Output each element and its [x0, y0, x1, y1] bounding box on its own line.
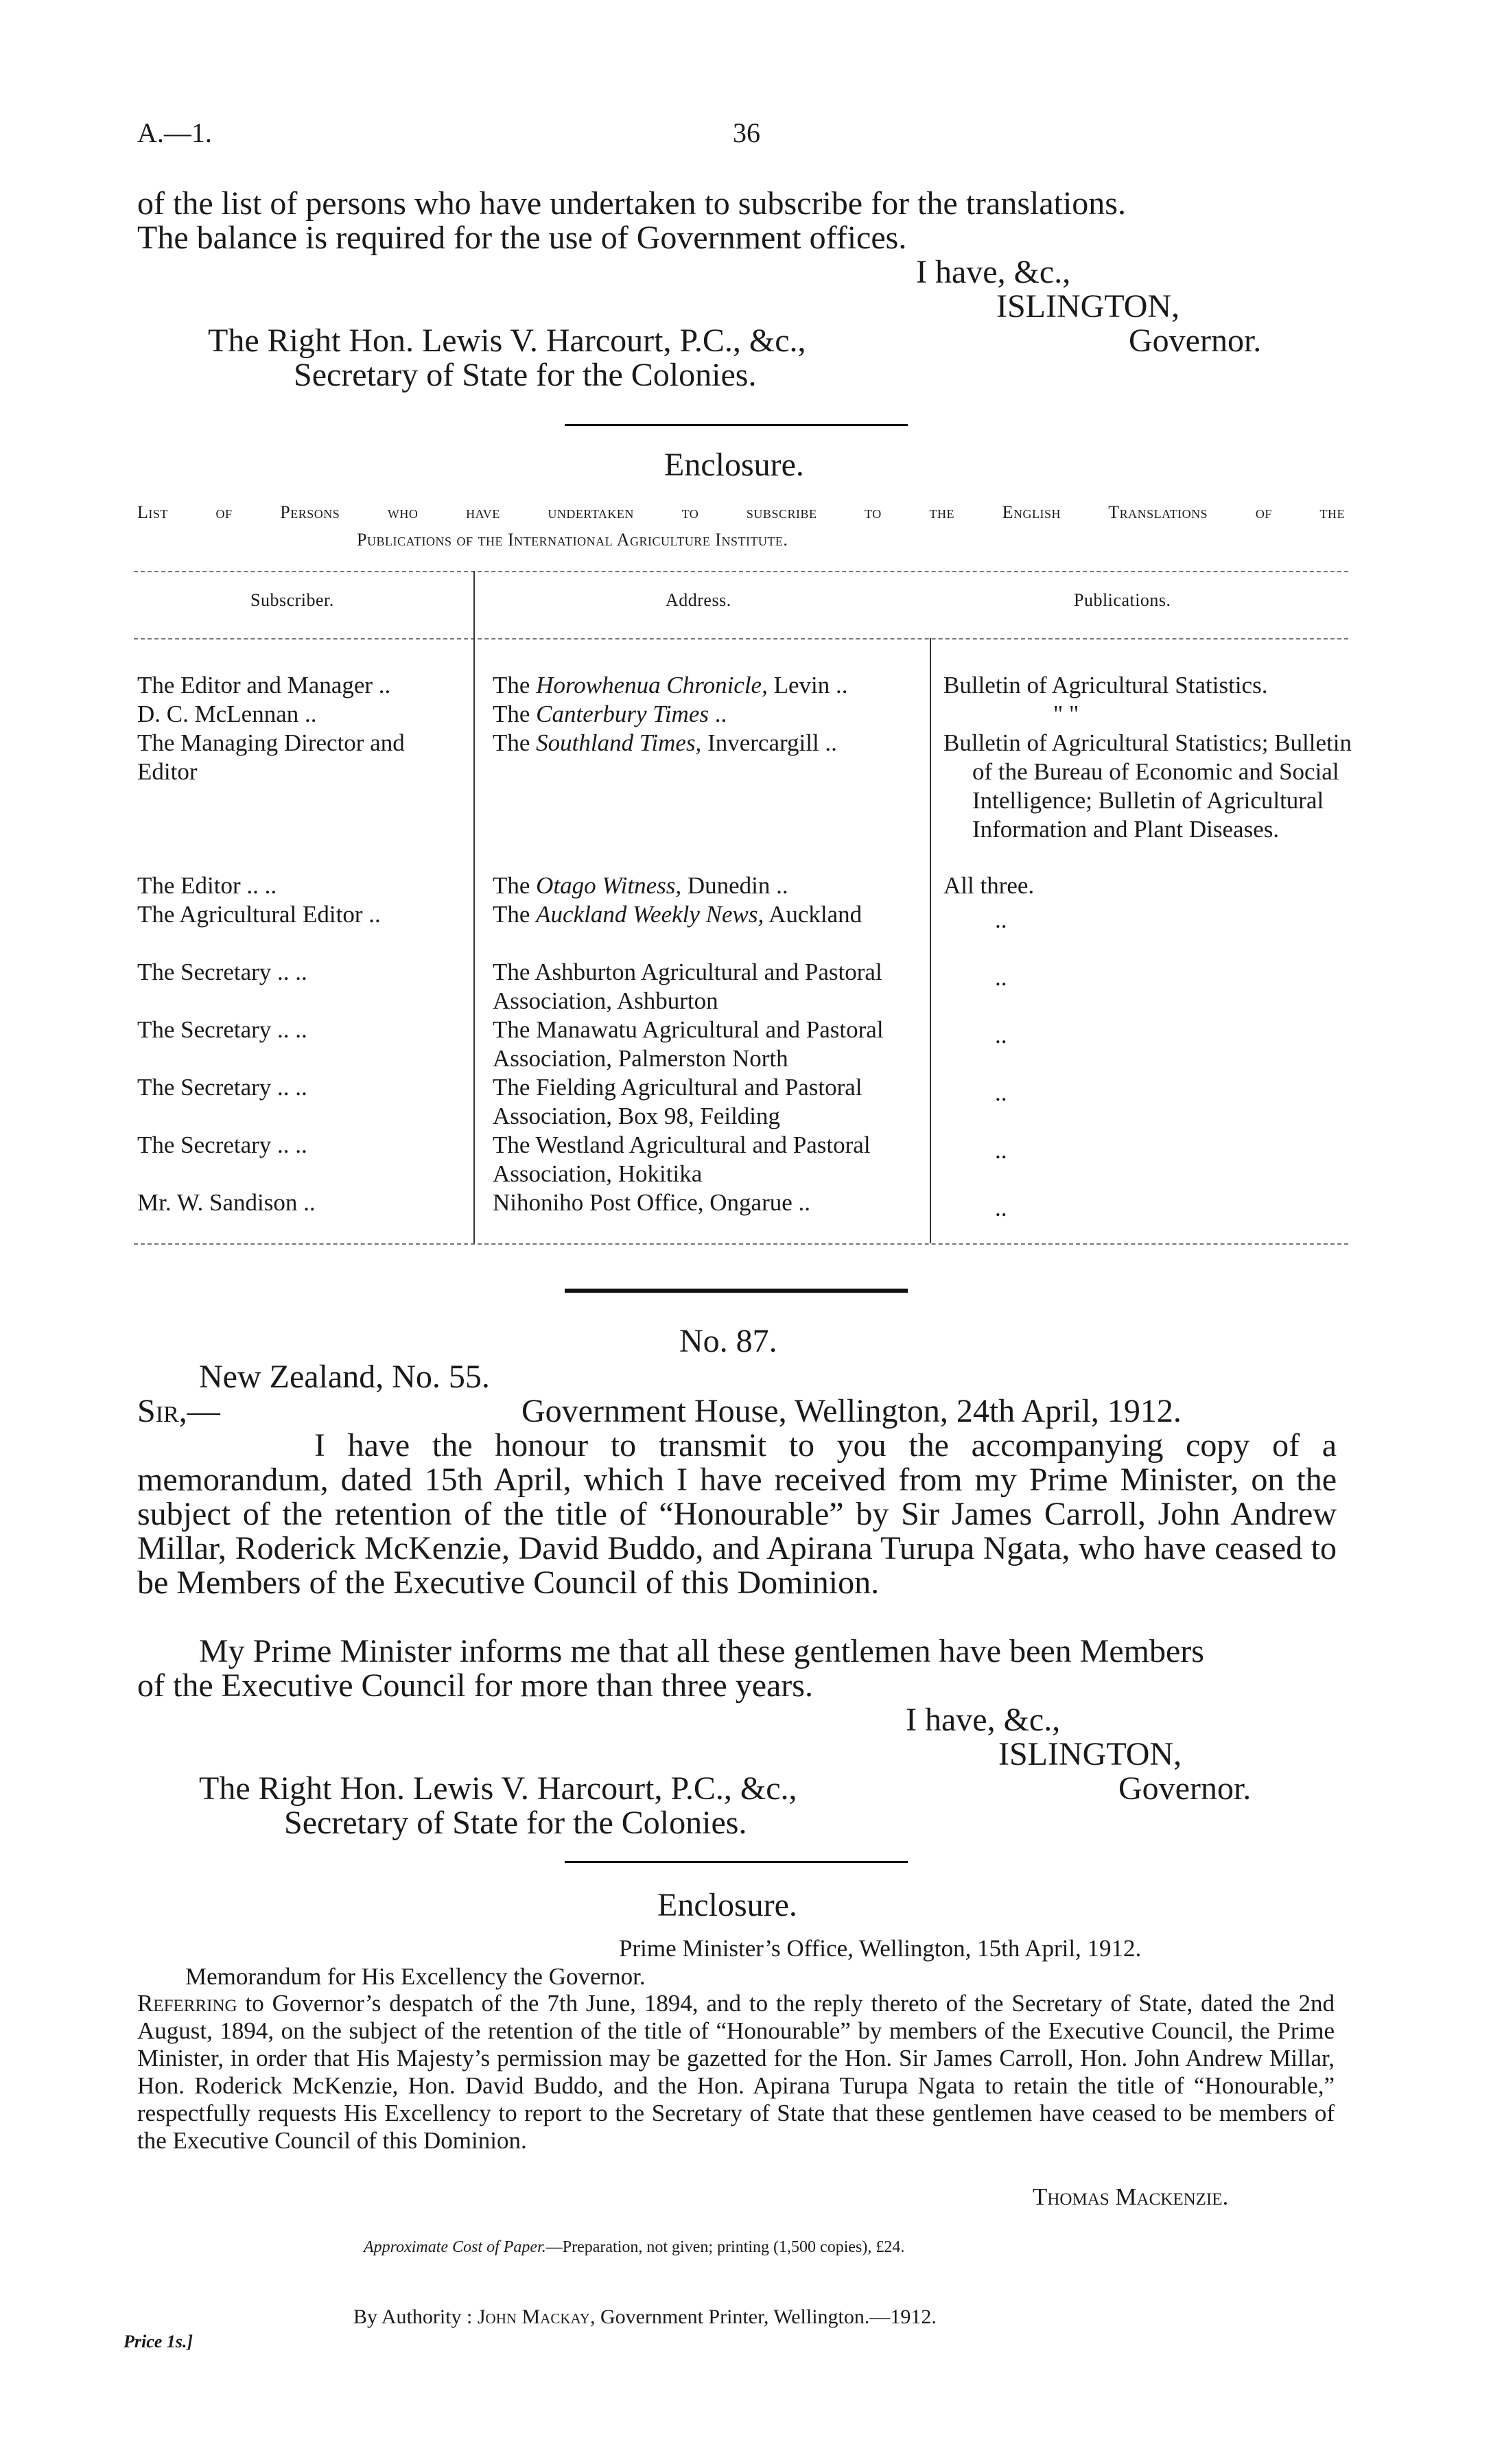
section-divider — [565, 1861, 908, 1863]
table-row-subscriber: The Secretary .. .. — [137, 1131, 307, 1158]
letter2-closing: I have, &c., — [906, 1702, 1061, 1738]
table-row-subscriber: The Secretary .. .. — [137, 959, 307, 985]
table-row-address: The Horowhenua Chronicle, Levin .. — [493, 672, 848, 699]
enclosure2-heading: Enclosure. — [657, 1887, 797, 1923]
letter1-line-2: The balance is required for the use of Government offices. — [137, 220, 907, 256]
table-row-publications: Bulletin of Agricultural Statistics. — [943, 672, 1268, 699]
table-row-publications: All three. — [943, 872, 1035, 899]
table-column-divider-2 — [930, 638, 931, 1243]
enclosure2-place-date: Prime Minister’s Office, Wellington, 15th April, 1912. — [619, 1935, 1142, 1962]
table-row-subscriber: The Secretary .. .. — [137, 1016, 307, 1043]
table-row-publications: " " — [1053, 701, 1079, 727]
table-row-publications: .. — [995, 1022, 1007, 1048]
letter1-line-1: of the list of persons who have undertaken to subscribe for the translations. — [137, 185, 1126, 222]
price: Price 1s.] — [124, 2332, 193, 2351]
table-row-subscriber: D. C. McLennan .. — [137, 701, 317, 727]
table-row-address: The Manawatu Agricultural and Pastoral Association, Palmerston North — [493, 1016, 884, 1072]
table-row-publications: .. — [995, 1195, 1007, 1221]
table-row-address: Nihoniho Post Office, Ongarue .. — [493, 1189, 811, 1216]
letter2-reference: New Zealand, No. 55. — [199, 1359, 490, 1395]
memo-title: Memorandum for His Excellency the Governor. — [185, 1963, 646, 1990]
letter2-place-date: Government House, Wellington, 24th April, 1912. — [521, 1393, 1182, 1429]
table-row-subscriber: The Editor and Manager .. — [137, 672, 391, 699]
letter2-signer-title: Governor. — [1118, 1770, 1252, 1807]
section-divider-thick — [565, 1289, 908, 1293]
letter2-salutation: Sir,— — [137, 1393, 220, 1429]
enclosure1-list-title-2: Publications of the International Agriculture Institute. — [357, 530, 788, 550]
letter2-number: No. 87. — [679, 1323, 777, 1359]
enclosure1-list-title: List of Persons who have undertaken to subscribe to the English Translations of the — [137, 502, 1345, 522]
table-row-subscriber: The Secretary .. .. — [137, 1074, 307, 1101]
table-row-address: The Southland Times, Invercargill .. — [493, 729, 837, 756]
letter2-paragraph-2-line-1: My Prime Minister informs me that all these gentlemen have been Members — [199, 1633, 1204, 1669]
letter1-addressee: The Right Hon. Lewis V. Harcourt, P.C., &c., — [208, 322, 806, 359]
header-address: Address. — [666, 590, 731, 610]
header-subscriber: Subscriber. — [250, 590, 334, 610]
header-publications: Publications. — [1074, 590, 1171, 610]
table-row-address: The Westland Agricultural and Pastoral Association, Hokitika — [493, 1131, 871, 1187]
enclosure1-heading: Enclosure. — [664, 447, 804, 483]
printer-authority: By Authority : John Mackay, Government Printer, Wellington.—1912. — [353, 2305, 937, 2328]
table-top-rule — [134, 571, 1348, 572]
table-row-publications: .. — [995, 1137, 1007, 1164]
letter1-signer-title: Governor. — [1129, 322, 1262, 359]
memo-lead-word: Referring — [137, 1990, 237, 2017]
table-row-subscriber: The Managing Director and Editor — [137, 729, 405, 785]
section-divider — [565, 424, 908, 426]
table-row-address: The Fielding Agricultural and Pastoral Association, Box 98, Feilding — [493, 1074, 862, 1129]
letter2-paragraph-2-line-2: of the Executive Council for more than three years. — [137, 1667, 813, 1704]
table-bottom-rule — [134, 1243, 1348, 1245]
table-header-rule — [134, 638, 1348, 640]
document-reference: A.—1. — [137, 117, 212, 148]
letter1-addressee-title: Secretary of State for the Colonies. — [294, 357, 757, 393]
table-row-publications: .. — [995, 964, 1007, 991]
letter2-addressee-title: Secretary of State for the Colonies. — [284, 1805, 747, 1841]
table-row-publications: .. — [995, 906, 1007, 933]
table-row-subscriber: Mr. W. Sandison .. — [137, 1189, 316, 1216]
table-row-publications: .. — [995, 1079, 1007, 1106]
memo-body: Referring to Governor’s despatch of the 7th June, 1894, and to the reply thereto of the Secretary of State, dated the 2nd August, 1894, on the subject of the retention of the title of “Honourable” by members of the Executive Council, the Prime Minister, in order that His Majesty’s permission may be gazetted for the Hon. Sir James Carroll, Hon. John Andrew Millar, Hon. Roderick McKenzie, Hon. David Buddo, and the Hon. Apirana Turupa Ngata to retain the title of “Honourable,” respectfully requests His Excellency to report to the Secretary of State that these gentlemen have ceased to be members of the Executive Council of this Dominion. — [137, 1990, 1335, 2154]
table-row-subscriber: The Agricultural Editor .. — [137, 901, 381, 928]
table-row-publications: Bulletin of Agricultural Statistics; Bulletin of the Bureau of Economic and Social Intelligence; Bulletin of Agricultural Information and Plant Diseases. — [943, 729, 1352, 843]
table-row-address: The Ashburton Agricultural and Pastoral Association, Ashburton — [493, 959, 882, 1014]
table-row-address: The Canterbury Times .. — [493, 701, 727, 727]
table-row-subscriber: The Editor .. .. — [137, 872, 277, 899]
letter1-signer: ISLINGTON, — [996, 288, 1180, 325]
memo-signature: Thomas Mackenzie. — [1033, 2183, 1229, 2210]
table-row-address: The Auckland Weekly News, Auckland — [493, 901, 862, 928]
page-number: 36 — [733, 117, 760, 148]
table-column-divider-1 — [473, 571, 475, 1243]
letter1-closing: I have, &c., — [916, 254, 1071, 290]
letter2-signer: ISLINGTON, — [998, 1736, 1182, 1772]
letter2-paragraph-1: I have the honour to transmit to you the accompanying copy of a memorandum, dated 15th April, which I have received from my Prime Minister, on the subject of the retention of the title of “Honourable” by Sir James Carroll, John Andrew Millar, Roderick McKenzie, David Buddo, and Apirana Turupa Ngata, who have ceased to be Members of the Executive Council of this Dominion. — [137, 1427, 1337, 1601]
table-row-address: The Otago Witness, Dunedin .. — [493, 872, 788, 899]
cost-of-paper: Approximate Cost of Paper.—Preparation, not given; printing (1,500 copies), £24. — [364, 2238, 905, 2256]
letter2-addressee: The Right Hon. Lewis V. Harcourt, P.C., &c., — [199, 1770, 797, 1807]
